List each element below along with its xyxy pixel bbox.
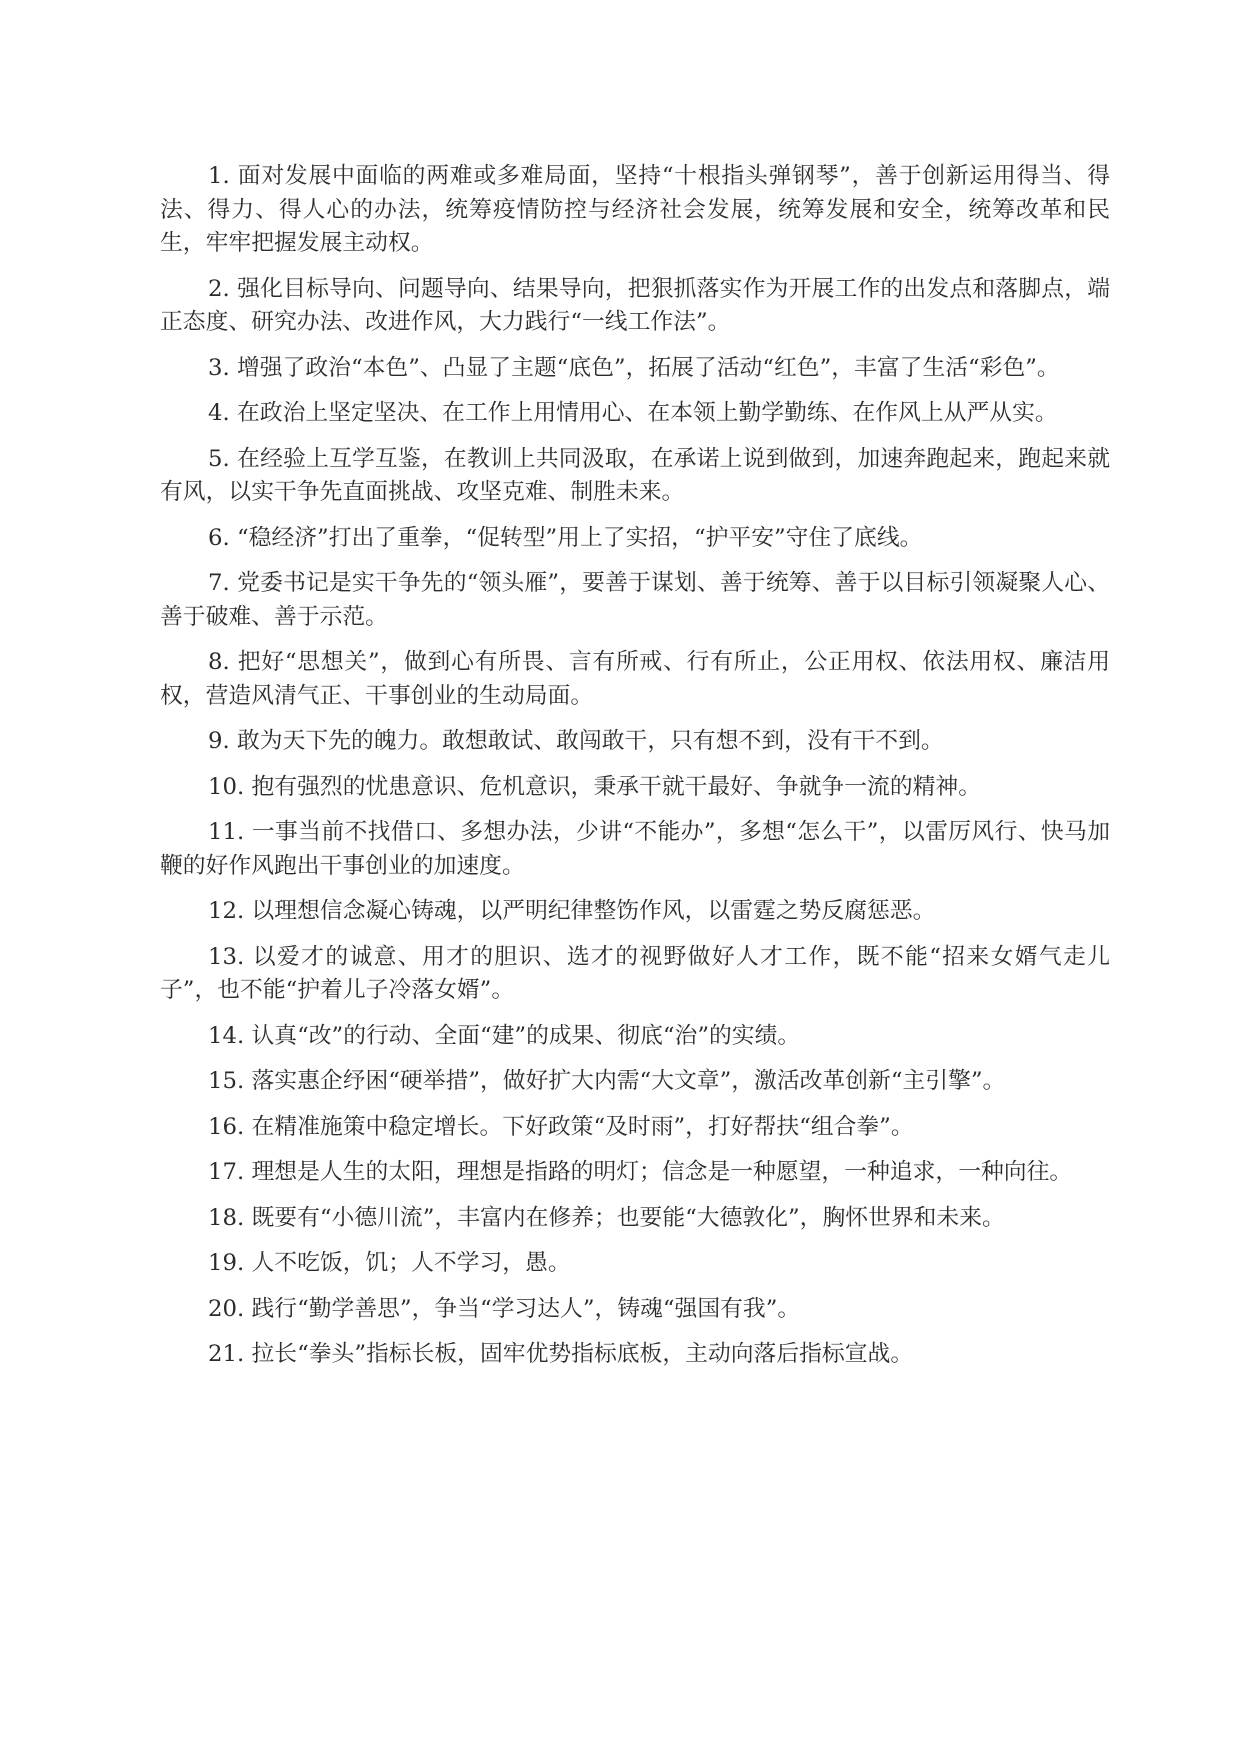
paragraph-5: 5. 在经验上互学互鉴，在教训上共同汲取，在承诺上说到做到，加速奔跑起来，跑起来就有风，以实干争先直面挑战、攻坚克难、制胜未来。 (160, 445, 1110, 505)
paragraph-6: 6. “稳经济”打出了重拳，“促转型”用上了实招，“护平安”守住了底线。 (208, 524, 923, 551)
paragraph-13: 13. 以爱才的诚意、用才的胆识、选才的视野做好人才工作，既不能“招来女婿气走儿子”，也不能“护着儿子冷落女婿”。 (160, 943, 1110, 1003)
paragraph-3: 3. 增强了政治“本色”、凸显了主题“底色”，拓展了活动“红色”，丰富了生活“彩色”。 (208, 354, 1060, 381)
document-page (160, 160, 1110, 1384)
paragraph-20: 20. 践行“勤学善思”，争当“学习达人”，铸魂“强国有我”。 (208, 1295, 801, 1322)
paragraph-9: 9. 敢为天下先的魄力。敢想敢试、敢闯敢干，只有想不到，没有干不到。 (208, 728, 944, 754)
paragraph-15: 15. 落实惠企纾困“硬举措”，做好扩大内需“大文章”，激活改革创新“主引擎”。 (208, 1068, 1006, 1094)
paragraph-14: 14. 认真“改”的行动、全面“建”的成果、彻底“治”的实绩。 (208, 1022, 801, 1049)
paragraph-1: 1. 面对发展中面临的两难或多难局面，坚持“十根指头弹钢琴”，善于创新运用得当、得法、得力、得人心的办法，统筹疫情防控与经济社会发展，统筹发展和安全，统筹改革和民生，牢牢把握发展主动权。 (160, 163, 1110, 256)
paragraph-17: 17. 理想是人生的太阳，理想是指路的明灯；信念是一种愿望，一种追求，一种向往。 (208, 1159, 1073, 1185)
paragraph-12: 12. 以理想信念凝心铸魂，以严明纪律整饬作风，以雷霆之势反腐惩恶。 (208, 898, 936, 924)
paragraph-4: 4. 在政治上坚定坚决、在工作上用情用心、在本领上勤学勤练、在作风上从严从实。 (208, 400, 1058, 426)
paragraph-21: 21. 拉长“拳头”指标长板，固牢优势指标底板，主动向落后指标宣战。 (208, 1341, 914, 1367)
paragraph-7: 7. 党委书记是实干争先的“领头雁”，要善于谋划、善于统筹、善于以目标引领凝聚人心、善于破难、善于示范。 (160, 570, 1110, 630)
paragraph-11: 11. 一事当前不找借口、多想办法，少讲“不能办”，多想“怎么干”，以雷厉风行、快马加鞭的好作风跑出干事创业的加速度。 (160, 819, 1110, 879)
paragraph-2: 2. 强化目标导向、问题导向、结果导向，把狠抓落实作为开展工作的出发点和落脚点，端正态度、研究办法、改进作风，大力践行“一线工作法”。 (160, 275, 1110, 335)
paragraph-8: 8. 把好“思想关”，做到心有所畏、言有所戒、行有所止，公正用权、依法用权、廉洁用权，营造风清气正、干事创业的生动局面。 (160, 649, 1110, 709)
paragraph-18: 18. 既要有“小德川流”，丰富内在修养；也要能“大德敦化”，胸怀世界和未来。 (208, 1204, 1005, 1231)
paragraph-16: 16. 在精准施策中稳定增长。下好政策“及时雨”，打好帮扶“组合拳”。 (208, 1113, 914, 1140)
paragraph-19: 19. 人不吃饭，饥；人不学习，愚。 (208, 1250, 571, 1276)
paragraph-10: 10. 抱有强烈的忧患意识、危机意识，秉承干就干最好、争就争一流的精神。 (208, 773, 982, 800)
